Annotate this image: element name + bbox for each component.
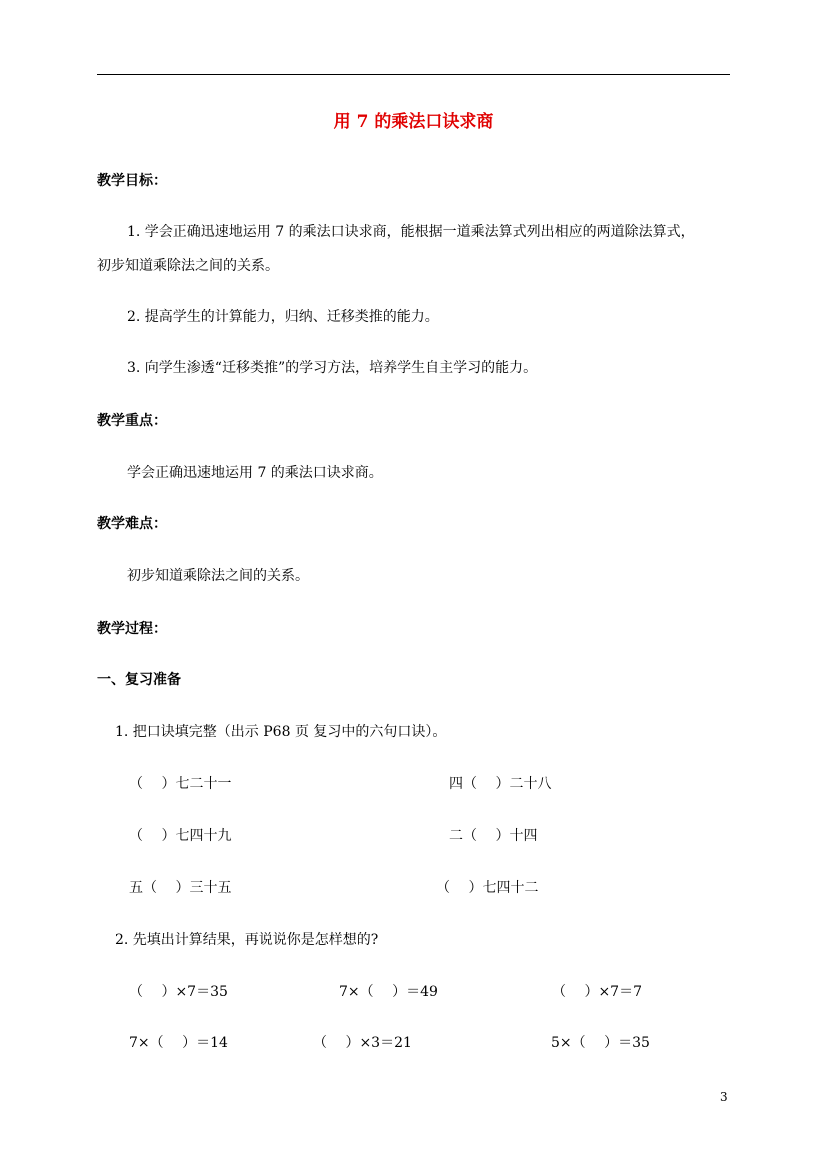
key-points-heading: 教学重点： <box>97 413 167 429</box>
q2-item: 5×（ ）＝35 <box>551 1035 650 1051</box>
q1-item: （ ）七二十一 <box>129 776 232 792</box>
goals-heading: 教学目标： <box>97 173 167 189</box>
question-1: 1. 把口诀填完整（出示 P68 页 复习中的六句口诀）。 <box>115 724 447 740</box>
q2-item: 7×（ ）＝14 <box>129 1035 228 1051</box>
page-number: 3 <box>720 1090 728 1104</box>
goal-item-1-cont: 初步知道乘除法之间的关系。 <box>97 258 279 274</box>
q1-item: 二（ ）十四 <box>449 828 538 844</box>
process-heading: 教学过程： <box>97 621 167 637</box>
section-review-heading: 一、复习准备 <box>97 672 181 688</box>
key-points-text: 学会正确迅速地运用 7 的乘法口诀求商。 <box>127 465 383 481</box>
difficulties-heading: 教学难点： <box>97 516 167 532</box>
goal-item-3: 3. 向学生渗透“迁移类推”的学习方法，培养学生自主学习的能力。 <box>127 360 538 376</box>
q2-item: （ ）×7＝7 <box>552 984 642 1000</box>
difficulties-text: 初步知道乘除法之间的关系。 <box>127 568 309 584</box>
goal-item-1: 1. 学会正确迅速地运用 7 的乘法口诀求商，能根据一道乘法算式列出相应的两道除法算式， <box>127 224 695 240</box>
q1-item: 五（ ）三十五 <box>129 880 232 896</box>
q1-item: （ ）七四十二 <box>436 880 539 896</box>
q1-item: （ ）七四十九 <box>129 828 232 844</box>
page-title: 用 7 的乘法口诀求商 <box>333 112 494 132</box>
q2-item: 7×（ ）＝49 <box>339 984 438 1000</box>
q1-item: 四（ ）二十八 <box>449 776 552 792</box>
q2-item: （ ）×7＝35 <box>129 984 228 1000</box>
header-rule <box>97 74 730 75</box>
q2-item: （ ）×3＝21 <box>313 1035 412 1051</box>
goal-item-2: 2. 提高学生的计算能力，归纳、迁移类推的能力。 <box>127 309 439 325</box>
question-2: 2. 先填出计算结果，再说说你是怎样想的? <box>115 932 379 948</box>
